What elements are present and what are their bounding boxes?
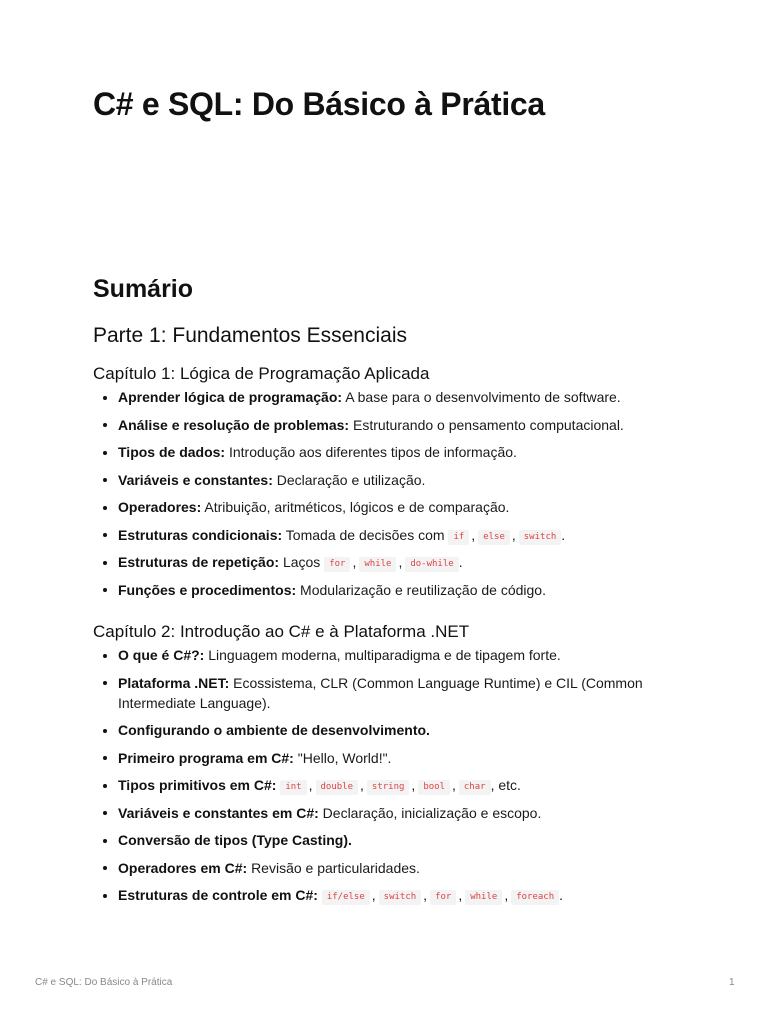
document-title: C# e SQL: Do Básico à Prática [93, 86, 545, 122]
item-suffix: . [561, 526, 566, 543]
item-description: Tomada de decisões com [285, 526, 445, 543]
item-label: Conversão de tipos (Type Casting). [118, 832, 352, 848]
footer-page-number: 1 [729, 977, 735, 988]
inline-code: while [359, 557, 396, 572]
list-item [93, 415, 693, 435]
code-separator: , [504, 887, 509, 903]
item-label: Estruturas condicionais: [118, 526, 283, 543]
inline-code: do-while [405, 557, 458, 572]
list-item [93, 803, 693, 823]
item-label: Variáveis e constantes: [118, 471, 273, 488]
item-suffix: . [458, 554, 463, 570]
item-description: Ecossistema, CLR (Common Language Runtime) e CIL (Common Intermediate Language). [118, 674, 643, 711]
code-separator: , [458, 887, 463, 903]
item-description: Laços [282, 554, 321, 570]
item-label: Tipos de dados: [118, 444, 226, 460]
inline-code: switch [519, 530, 562, 545]
item-label: Plataforma .NET: [118, 674, 230, 691]
item-label: Estruturas de repetição: [118, 554, 280, 570]
inline-code: for [430, 890, 456, 905]
chapter-2-item-list [93, 645, 693, 905]
inline-code: int [280, 780, 306, 795]
chapter-2-section [93, 622, 693, 913]
code-separator: , [398, 554, 403, 570]
chapter-1-item-list [93, 387, 693, 600]
summary-heading: Sumário [93, 275, 194, 303]
inline-code: if [448, 530, 469, 545]
list-item [93, 858, 693, 878]
item-description: Linguagem moderna, multiparadigma e de tipagem forte. [208, 647, 561, 663]
list-item [93, 580, 693, 600]
item-label: Tipos primitivos em C#: [118, 777, 277, 793]
inline-code: string [367, 780, 410, 795]
item-suffix: . [559, 887, 564, 903]
item-description: Declaração, inicialização e escopo. [322, 804, 542, 821]
inline-code: while [465, 890, 502, 905]
code-separator: , [452, 777, 456, 793]
inline-code: double [316, 780, 359, 795]
code-separator: , [352, 554, 357, 570]
list-item [93, 673, 693, 713]
code-separator: , [411, 777, 416, 793]
item-label: Análise e resolução de problemas: [118, 416, 350, 433]
item-description: Revisão e particularidades. [251, 859, 420, 876]
item-description: Estruturando o pensamento computacional. [352, 416, 624, 433]
item-label: Funções e procedimentos: [118, 581, 297, 598]
chapter-title: Capítulo 1: Lógica de Programação Aplicada [93, 364, 430, 383]
inline-code: for [324, 557, 350, 572]
inline-code: else [478, 530, 510, 545]
list-item [93, 387, 693, 407]
list-item [93, 748, 693, 768]
inline-code: if/else [322, 890, 370, 905]
list-item [93, 645, 693, 665]
item-label: Estruturas de controle em C#: [118, 887, 318, 903]
list-item [93, 720, 693, 740]
code-separator: , [371, 887, 376, 903]
list-item [93, 552, 693, 572]
list-item [93, 442, 693, 462]
list-item [93, 775, 693, 795]
item-label: Operadores: [118, 499, 202, 515]
item-description: Introdução aos diferentes tipos de informação. [228, 444, 517, 460]
list-item [93, 830, 693, 850]
list-item [93, 525, 693, 545]
item-description: A base para o desenvolvimento de software. [345, 389, 621, 405]
inline-code: char [459, 780, 491, 795]
item-label: Aprender lógica de programação: [118, 389, 343, 405]
list-item [93, 885, 693, 905]
item-label: Variáveis e constantes em C#: [118, 804, 319, 821]
inline-code: switch [379, 890, 422, 905]
chapter-title: Capítulo 2: Introdução ao C# e à Plataforma .NET [93, 622, 470, 641]
item-description: "Hello, World!". [297, 749, 392, 766]
list-item [93, 497, 693, 517]
item-suffix: , etc. [490, 777, 521, 793]
item-label: Operadores em C#: [118, 859, 248, 876]
item-description: Declaração e utilização. [276, 471, 426, 488]
list-item [93, 470, 693, 490]
item-description: Modularização e reutilização de código. [300, 581, 546, 598]
inline-code: foreach [511, 890, 559, 905]
code-separator: , [423, 887, 428, 903]
inline-code: bool [418, 780, 450, 795]
part-heading: Parte 1: Fundamentos Essenciais [93, 324, 407, 347]
footer-document-title: C# e SQL: Do Básico à Prática [35, 977, 173, 988]
item-label: Configurando o ambiente de desenvolvimento. [118, 722, 430, 738]
chapter-1-section [93, 364, 693, 607]
code-separator: , [471, 526, 476, 543]
code-separator: , [308, 777, 313, 793]
item-label: O que é C#?: [118, 647, 205, 663]
item-description: Atribuição, aritméticos, lógicos e de comparação. [204, 499, 510, 515]
code-separator: , [511, 526, 516, 543]
code-separator: , [360, 777, 364, 793]
item-label: Primeiro programa em C#: [118, 749, 294, 766]
